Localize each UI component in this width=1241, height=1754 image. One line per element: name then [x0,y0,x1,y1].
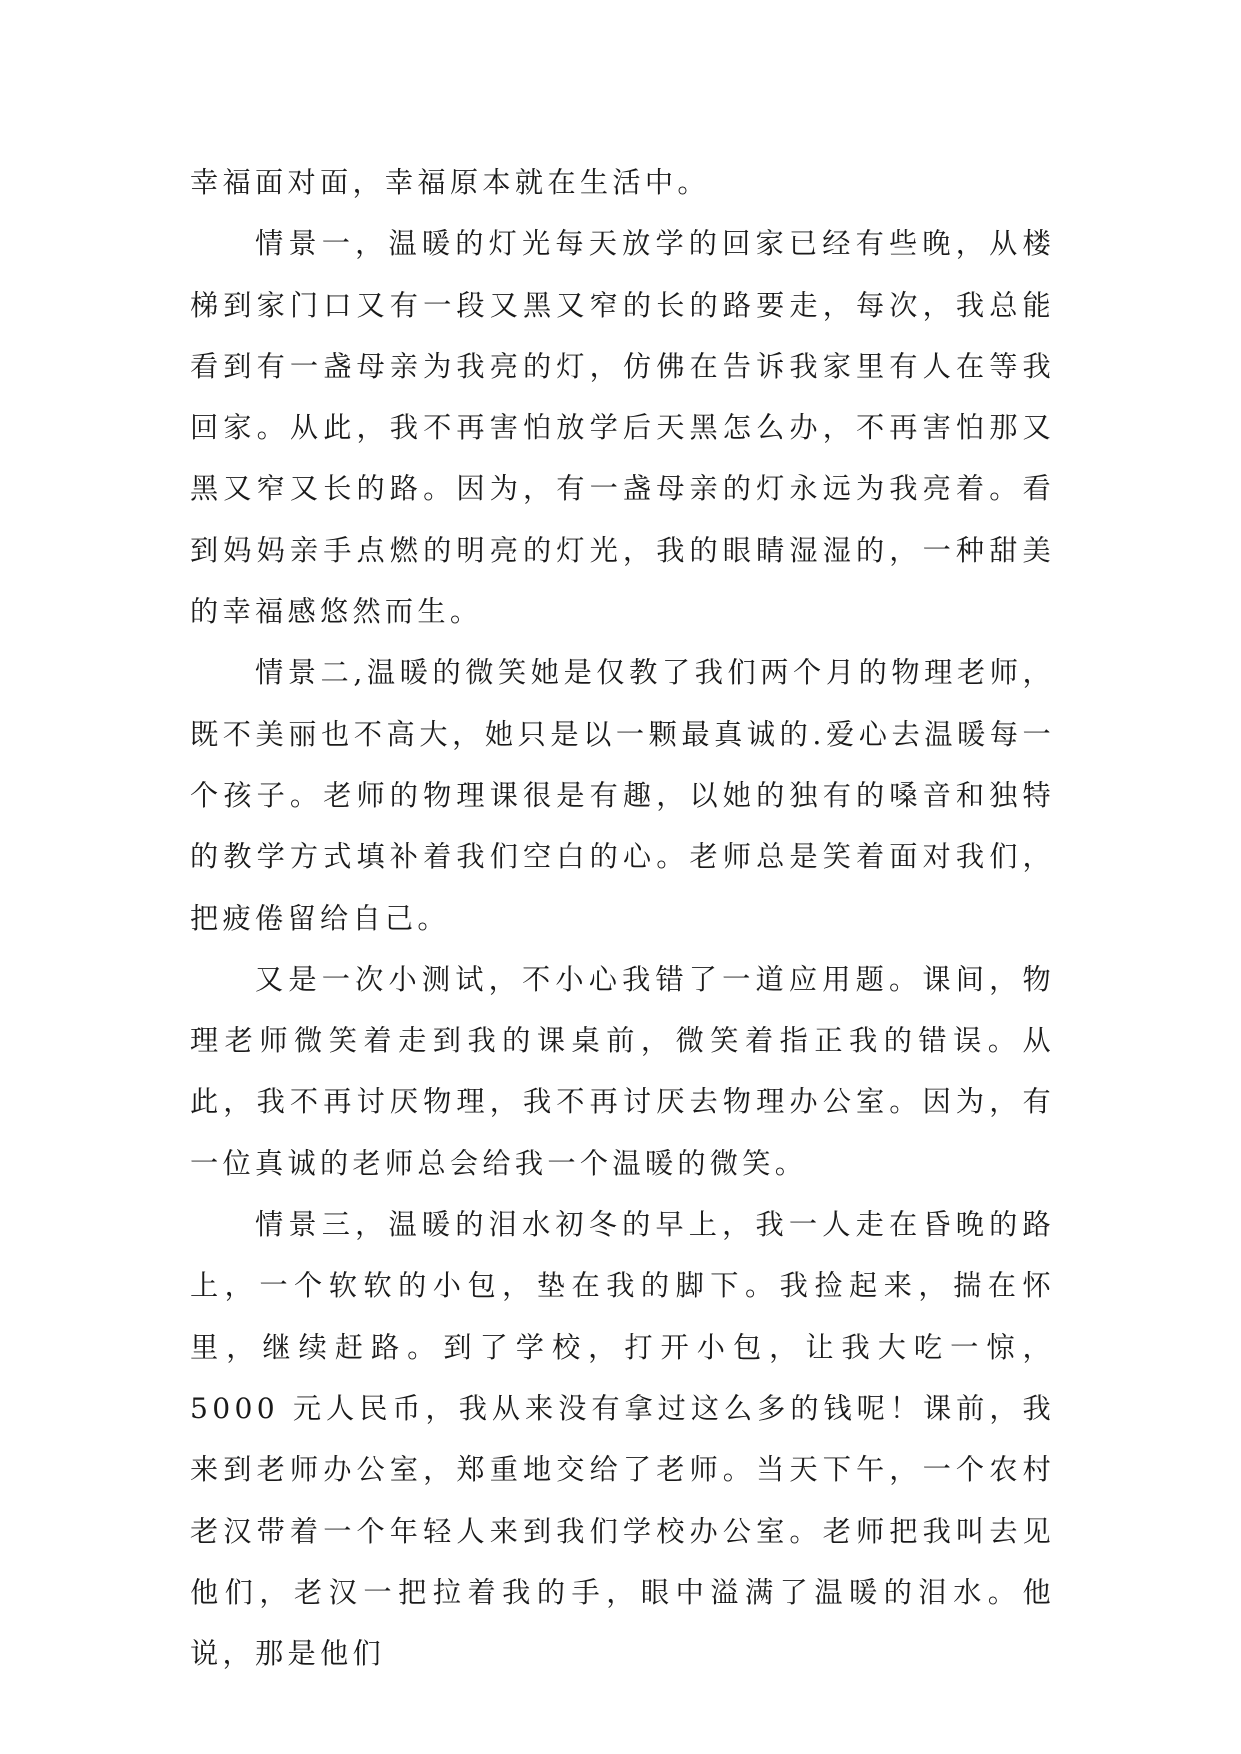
document-page [190,152,1055,1684]
paragraph-quiz-story: 又是一次小测试，不小心我错了一道应用题。课间，物理老师微笑着走到我的课桌前，微笑着指正我的错误。从此，我不再讨厌物理，我不再讨厌去物理办公室。因为，有一位真诚的老师总会给我一个温暖的微笑。 [190,962,1055,1180]
paragraph-scene-two: 情景二,温暖的微笑她是仅教了我们两个月的物理老师，既不美丽也不高大，她只是以一颗最真诚的.爱心去温暖每一个孩子。老师的物理课很是有趣，以她的独有的嗓音和独特的教学方式填补着我们空白的心。老师总是笑着面对我们，把疲倦留给自己。 [190,656,1055,935]
paragraph-scene-one: 情景一，温暖的灯光每天放学的回家已经有些晚，从楼梯到家门口又有一段又黑又窄的长的路要走，每次，我总能看到有一盏母亲为我亮的灯，仿佛在告诉我家里有人在等我回家。从此，我不再害怕放学后天黑怎么办，不再害怕那又黑又窄又长的路。因为，有一盏母亲的灯永远为我亮着。看到妈妈亲手点燃的明亮的灯光，我的眼睛湿湿的，一种甜美的幸福感悠然而生。 [190,227,1055,629]
paragraph-scene-three: 情景三，温暖的泪水初冬的早上，我一人走在昏晚的路上，一个软软的小包，垫在我的脚下。我捡起来，揣在怀里，继续赶路。到了学校，打开小包，让我大吃一惊，5000 元人民币，我从来没有拿过这么多的钱呢！课前，我来到老师办公室，郑重地交给了老师。当天下午，一个农村老汉带着一个年轻人来到我们学校办公室。老师把我叫去见他们，老汉一把拉着我的手，眼中溢满了温暖的泪水。他说，那是他们 [190,1208,1055,1671]
paragraph-intro-line: 幸福面对面，幸福原本就在生活中。 [190,166,710,199]
